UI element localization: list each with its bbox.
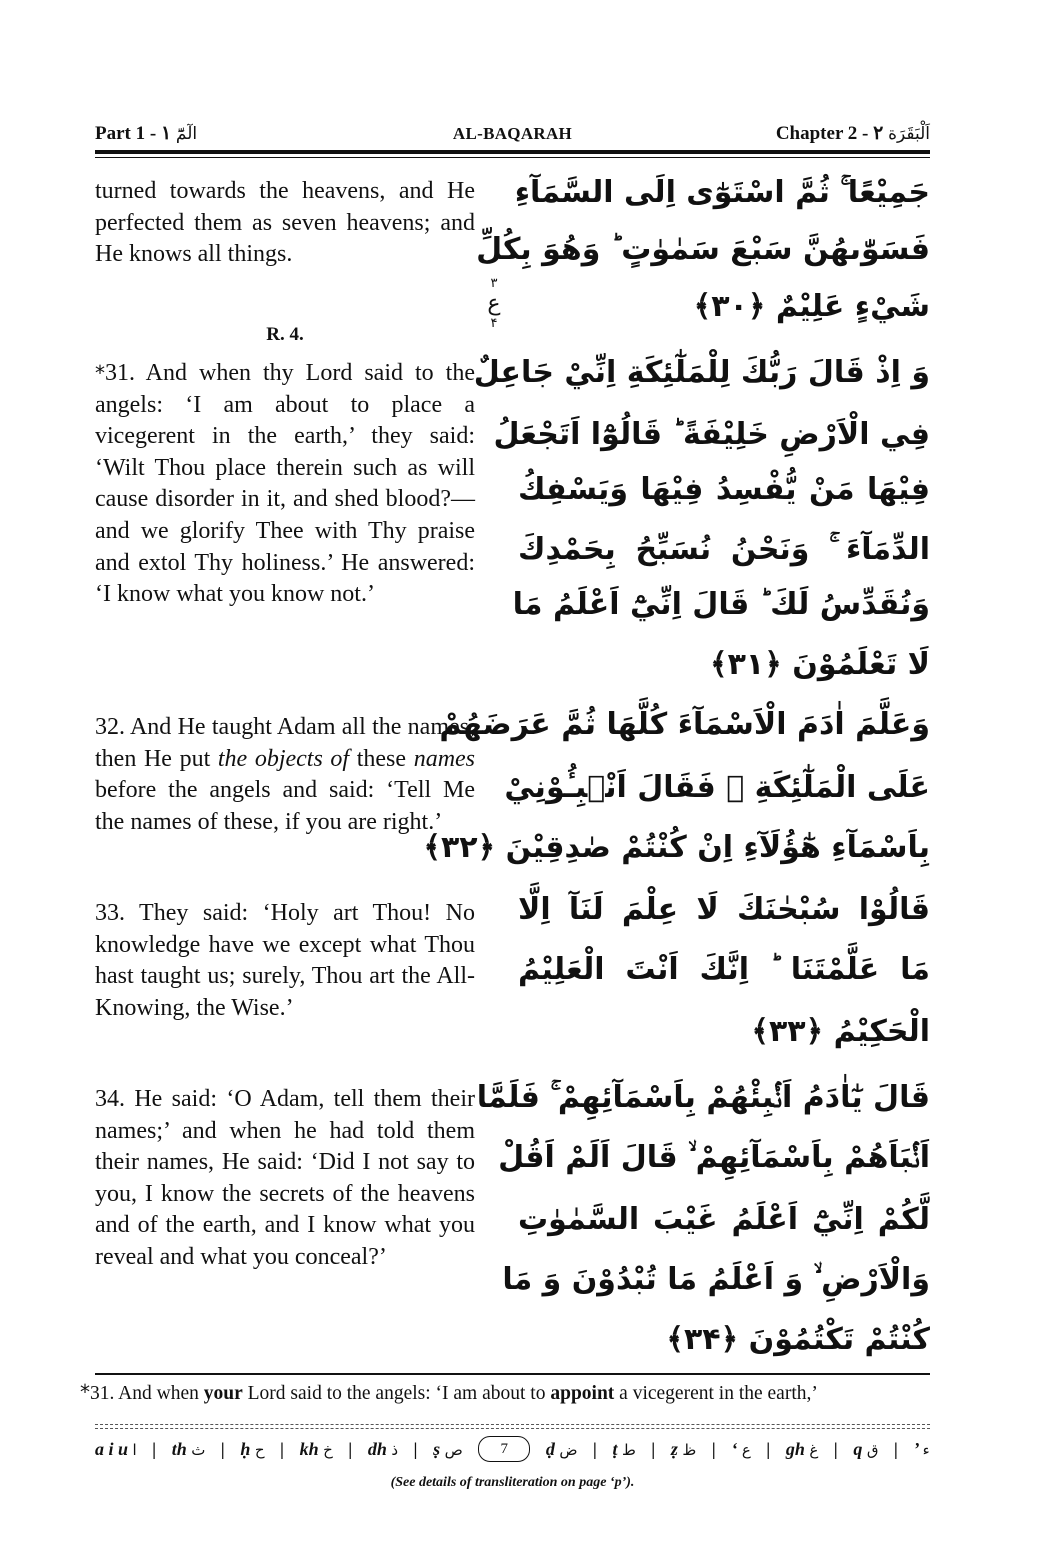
header-chapter-arabic: اَلْبَقَرَة (888, 124, 930, 144)
header-part: Part 1 - ۱ الٓمّٓ (95, 123, 198, 144)
page-number: 7 (478, 1436, 530, 1462)
ruku-marker: ۳ ع ۴ (482, 276, 506, 340)
arabic-line: الْحَكِيْمُ ﴿۳۳﴾ (751, 1014, 930, 1049)
arabic-line: وَ اِذْ قَالَ رَبُّكَ لِلْمَلٰٓئِكَةِ اِنِّيْ جَاعِلٌ (473, 355, 930, 390)
arabic-line: عَلَى الْمَلٰٓئِكَةِ ۙ فَقَالَ اَنْۢبِـُٔوْنِيْ (504, 770, 930, 805)
arabic-line: قَالَ يٰٓاٰدَمُ اَنْۢبِئْهُمْ بِاَسْمَآئِهِمْ ۚ فَلَمَّا (476, 1080, 930, 1115)
arabic-line: اَنْۢبَاَهُمْ بِاَسْمَآئِهِمْ ۙ قَالَ اَلَمْ اَقُلْ (498, 1140, 930, 1175)
translit-pair: ‘ ع (731, 1438, 751, 1459)
translit-pair: ẓ ظ (670, 1438, 697, 1459)
english-verse-33: 33. They said: ‘Holy art Thou! No knowledge have we except what Thou hast taught us; surely, Thou art the All-Knowing, the Wise.’ (95, 900, 475, 1021)
section-heading: R. 4. (266, 324, 304, 345)
arabic-line: قَالُوْا سُبْحٰنَكَ لَا عِلْمَ لَنَآ اِلَّا (518, 892, 930, 927)
transliteration-key: a i u ا | th ث | ḥ ح | kh خ | dh ذ | ṣ ص 7 ḍ ض | ṭ ط | ẓ ظ | ‘ ع | gh غ | q ق | ’ ء (95, 1434, 930, 1464)
arabic-line: جَمِيْعًا ۚ ثُمَّ اسْتَوٰٓى اِلَى السَّمَآءِ (514, 175, 930, 210)
arabic-line: فَسَوّٰىهُنَّ سَبْعَ سَمٰوٰتٍ ؕ وَهُوَ بِكُلِّ (476, 232, 930, 267)
translit-pair: th ث (171, 1438, 206, 1459)
translit-pair: ṣ ص (433, 1438, 463, 1459)
translit-divider (95, 1424, 930, 1425)
translit-pair: kh خ (299, 1438, 333, 1459)
footnote-rule (95, 1373, 930, 1375)
arabic-line: فِيْهَا مَنْ يُّفْسِدُ فِيْهَا وَيَسْفِكُ (518, 472, 930, 507)
translit-divider (95, 1428, 930, 1429)
transliteration-note: (See details of transliteration on page ‘p’). (390, 1475, 635, 1490)
header-rule-thin (95, 157, 930, 158)
translit-pair: ṭ ط (612, 1438, 636, 1459)
translit-pair: a i u ا (95, 1438, 137, 1459)
footnote: *31. And when your Lord said to the angels: ‘I am about to appoint a vicegerent in the earth,’ (80, 1380, 818, 1404)
english-paragraph-cont: turned towards the heavens, and He perfected them as seven heavens; and He knows all things. (95, 178, 475, 268)
header-chapter-name: AL-BAQARAH (452, 124, 573, 143)
arabic-line: وَعَلَّمَ اٰدَمَ الْاَسْمَآءَ كُلَّهَا ثُمَّ عَرَضَهُمْ (439, 707, 930, 742)
english-verse-31: *31. And when thy Lord said to the angels: ‘I am about to place a vicegerent in the earth,’ they said: ‘Wilt Thou place therein such as will cause disorder in it, and shed blood?—and we glorify Thee with Thy praise and extol Thy holiness.’ He answered: ‘I know what you know not.’ (95, 360, 475, 608)
translit-pair: ’ ء (913, 1438, 930, 1459)
arabic-line: شَيْءٍ عَلِيْمٌ ﴿۳۰﴾ (693, 289, 930, 324)
translit-pair: gh غ (785, 1438, 819, 1459)
footnote-star: * (80, 1380, 90, 1404)
arabic-line: وَنُقَدِّسُ لَكَ ؕ قَالَ اِنِّيْٓ اَعْلَمُ مَا (512, 587, 930, 622)
page-header (95, 118, 930, 148)
arabic-line: بِاَسْمَآءِ هٰٓؤُلَآءِ اِنْ كُنْتُمْ صٰدِقِيْنَ ﴿۳۲﴾ (423, 830, 930, 865)
english-verse-32: 32. And He taught Adam all the names, then He put the objects of these names before the angels and said: ‘Tell Me the names of these, if you are right.’ (95, 714, 476, 835)
arabic-line: وَالْاَرْضِ ۙ وَ اَعْلَمُ مَا تُبْدُوْنَ وَ مَا (502, 1262, 930, 1297)
arabic-line: لَّكُمْ اِنِّيْٓ اَعْلَمُ غَيْبَ السَّمٰوٰتِ (518, 1202, 930, 1237)
translit-pair: q ق (853, 1438, 879, 1459)
header-rule-thick (95, 150, 930, 154)
arabic-line: فِي الْاَرْضِ خَلِيْفَةً ؕ قَالُوْٓا اَتَجْعَلُ (493, 417, 930, 452)
arabic-line: مَا عَلَّمْتَنَا ؕ اِنَّكَ اَنْتَ الْعَلِيْمُ (518, 952, 930, 987)
footnote-star: * (95, 361, 105, 385)
header-chapter: Chapter 2 - ۲ اَلْبَقَرَة (775, 123, 930, 144)
arabic-line: لَا تَعْلَمُوْنَ ﴿۳۱﴾ (710, 647, 930, 682)
translit-pair: dh ذ (367, 1438, 399, 1459)
ruku-ain-icon: ع (487, 291, 501, 316)
translit-pair: ḥ ح (240, 1438, 265, 1459)
header-part-arabic: الٓمّٓ (175, 124, 198, 144)
arabic-line: الدِّمَآءَ ۚ وَنَحْنُ نُسَبِّحُ بِحَمْدِكَ (518, 532, 930, 567)
translit-pair: ḍ ض (545, 1438, 578, 1459)
english-verse-34: 34. He said: ‘O Adam, tell them their names;’ and when he had told them their names, He said: ‘Did I not say to you, I know the secrets of the heavens and of the earth, and I know what you reveal and what you conceal?’ (95, 1086, 475, 1270)
arabic-line: كُنْتُمْ تَكْتُمُوْنَ ﴿۳۴﴾ (666, 1322, 930, 1357)
